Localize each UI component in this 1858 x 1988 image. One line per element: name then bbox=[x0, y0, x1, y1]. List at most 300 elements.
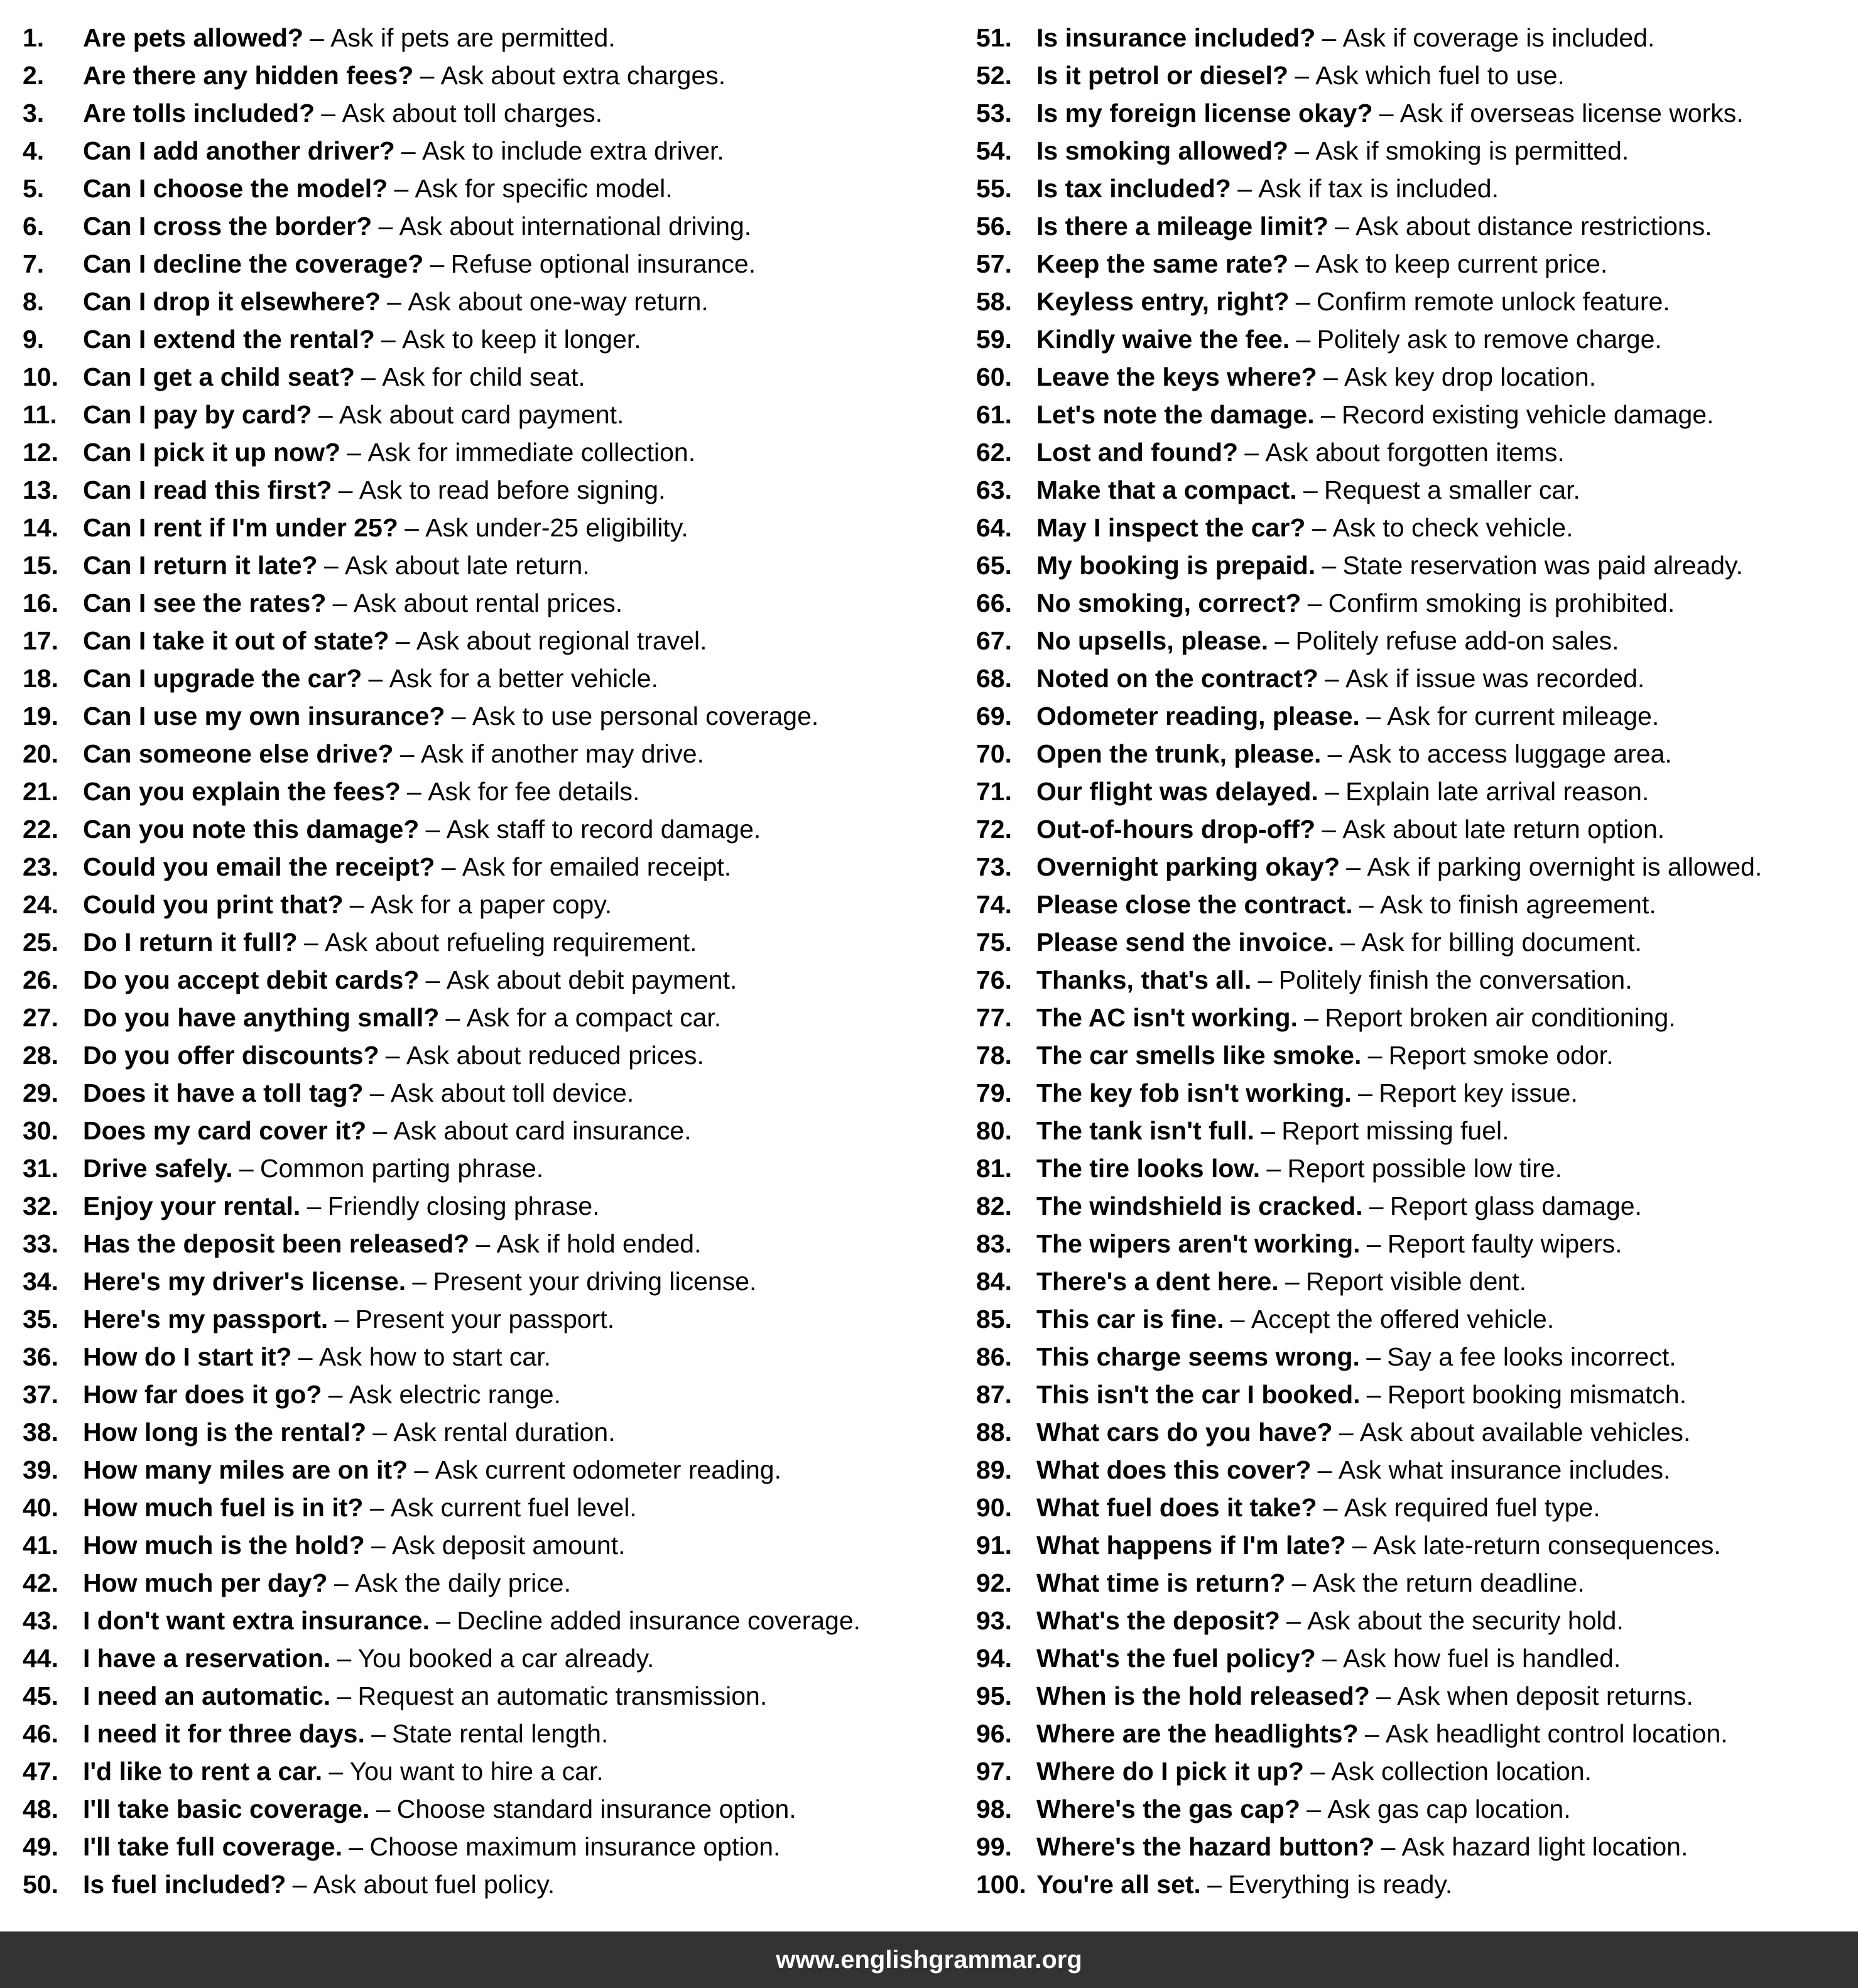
item-separator: – bbox=[1346, 852, 1361, 881]
item-separator: – bbox=[1324, 664, 1339, 693]
item-separator: – bbox=[303, 928, 318, 957]
list-item bbox=[976, 1752, 1855, 1790]
item-number: 89. bbox=[976, 1455, 1012, 1484]
item-phrase: Please close the contract. bbox=[1036, 890, 1353, 919]
item-phrase: How much per day? bbox=[83, 1568, 328, 1597]
item-separator: – bbox=[1367, 1041, 1383, 1070]
item-separator: – bbox=[1327, 739, 1342, 768]
item-number: 53. bbox=[976, 99, 1012, 128]
item-phrase: Keep the same rate? bbox=[1036, 249, 1289, 278]
item-phrase: This car is fine. bbox=[1036, 1305, 1224, 1333]
item-separator: – bbox=[394, 174, 409, 203]
item-number: 90. bbox=[976, 1493, 1012, 1522]
item-separator: – bbox=[451, 702, 466, 731]
item-phrase: Where's the hazard button? bbox=[1036, 1832, 1375, 1861]
item-description: Ask if parking overnight is allowed. bbox=[1367, 852, 1763, 881]
item-separator: – bbox=[239, 1154, 254, 1183]
item-phrase: I need it for three days. bbox=[83, 1719, 365, 1748]
item-separator: – bbox=[292, 1870, 307, 1899]
item-description: Ask about extra charges. bbox=[440, 61, 726, 90]
list-item bbox=[976, 132, 1855, 170]
phrase-list-right-column bbox=[976, 19, 1855, 1903]
item-number: 5. bbox=[23, 174, 45, 203]
item-number: 12. bbox=[23, 438, 58, 467]
list-item bbox=[976, 1526, 1855, 1564]
item-description: Ask for a paper copy. bbox=[370, 890, 612, 919]
item-number: 75. bbox=[976, 928, 1012, 957]
item-description: You booked a car already. bbox=[357, 1644, 655, 1673]
item-description: Friendly closing phrase. bbox=[327, 1192, 600, 1220]
item-phrase: Can I extend the rental? bbox=[83, 325, 375, 354]
item-separator: – bbox=[405, 513, 419, 542]
item-phrase: No smoking, correct? bbox=[1036, 589, 1301, 617]
item-phrase: Enjoy your rental. bbox=[83, 1192, 301, 1220]
item-description: Ask the return deadline. bbox=[1312, 1568, 1585, 1597]
list-item bbox=[23, 848, 952, 886]
item-phrase: Kindly waive the fee. bbox=[1036, 325, 1290, 354]
item-phrase: Has the deposit been released? bbox=[83, 1229, 470, 1258]
item-phrase: Can I pay by card? bbox=[83, 400, 312, 429]
list-item bbox=[23, 1036, 952, 1074]
item-description: You want to hire a car. bbox=[349, 1757, 604, 1786]
list-item bbox=[976, 1300, 1855, 1338]
item-number: 16. bbox=[23, 589, 58, 617]
item-number: 9. bbox=[23, 325, 45, 354]
item-phrase: This charge seems wrong. bbox=[1036, 1342, 1360, 1371]
item-number: 91. bbox=[976, 1531, 1012, 1560]
item-number: 83. bbox=[976, 1229, 1012, 1258]
list-item bbox=[976, 1639, 1855, 1677]
list-item bbox=[23, 1074, 952, 1112]
item-description: Ask required fuel type. bbox=[1344, 1493, 1600, 1522]
item-separator: – bbox=[385, 1041, 400, 1070]
list-item bbox=[23, 245, 952, 283]
item-description: Ask electric range. bbox=[349, 1380, 561, 1409]
item-separator: – bbox=[332, 589, 347, 617]
item-number: 33. bbox=[23, 1229, 58, 1258]
item-separator: – bbox=[1339, 1418, 1354, 1447]
item-number: 97. bbox=[976, 1757, 1012, 1786]
item-separator: – bbox=[334, 1568, 349, 1597]
item-phrase: How much is the hold? bbox=[83, 1531, 365, 1560]
item-description: Ask if overseas license works. bbox=[1399, 99, 1744, 128]
list-item bbox=[23, 509, 952, 546]
item-description: Ask about late return. bbox=[344, 551, 590, 580]
item-description: Ask about reduced prices. bbox=[406, 1041, 704, 1070]
list-item bbox=[976, 999, 1855, 1036]
list-item bbox=[976, 584, 1855, 622]
list-item bbox=[23, 1715, 952, 1752]
item-phrase: What happens if I'm late? bbox=[1036, 1531, 1346, 1560]
item-description: Ask for child seat. bbox=[382, 362, 585, 391]
item-description: Everything is ready. bbox=[1228, 1870, 1453, 1899]
item-phrase: What time is return? bbox=[1036, 1568, 1286, 1597]
item-description: Ask about regional travel. bbox=[416, 626, 707, 655]
item-phrase: Can I choose the model? bbox=[83, 174, 388, 203]
item-separator: – bbox=[1323, 1493, 1338, 1522]
item-description: Ask about forgotten items. bbox=[1265, 438, 1565, 467]
item-phrase: No upsells, please. bbox=[1036, 626, 1269, 655]
item-number: 41. bbox=[23, 1531, 58, 1560]
item-number: 66. bbox=[976, 589, 1012, 617]
item-phrase: Do you accept debit cards? bbox=[83, 965, 420, 994]
list-item bbox=[23, 923, 952, 961]
list-item bbox=[976, 848, 1855, 886]
list-item bbox=[23, 320, 952, 358]
item-separator: – bbox=[1325, 777, 1339, 806]
item-description: Ask about one-way return. bbox=[408, 287, 709, 316]
item-phrase: Noted on the contract? bbox=[1036, 664, 1318, 693]
list-item bbox=[23, 1489, 952, 1526]
item-number: 10. bbox=[23, 362, 58, 391]
item-separator: – bbox=[1291, 1568, 1307, 1597]
item-separator: – bbox=[1286, 1606, 1301, 1635]
item-phrase: The windshield is cracked. bbox=[1036, 1192, 1363, 1220]
item-phrase: How long is the rental? bbox=[83, 1418, 367, 1447]
item-phrase: Can someone else drive? bbox=[83, 739, 394, 768]
item-description: Ask about refueling requirement. bbox=[324, 928, 697, 957]
item-description: Ask headlight control location. bbox=[1385, 1719, 1728, 1748]
item-separator: – bbox=[1320, 400, 1335, 429]
list-item bbox=[976, 283, 1855, 320]
item-number: 74. bbox=[976, 890, 1012, 919]
item-number: 31. bbox=[23, 1154, 58, 1183]
list-item bbox=[976, 660, 1855, 697]
item-phrase: Does it have a toll tag? bbox=[83, 1078, 364, 1107]
item-phrase: Is it petrol or diesel? bbox=[1036, 61, 1288, 90]
list-item bbox=[976, 735, 1855, 773]
item-number: 22. bbox=[23, 815, 58, 844]
item-phrase: This isn't the car I booked. bbox=[1036, 1380, 1361, 1409]
item-phrase: There's a dent here. bbox=[1036, 1267, 1279, 1296]
item-separator: – bbox=[441, 852, 456, 881]
item-phrase: The tire looks low. bbox=[1036, 1154, 1261, 1183]
item-number: 37. bbox=[23, 1380, 58, 1409]
item-separator: – bbox=[1358, 1078, 1372, 1107]
item-number: 38. bbox=[23, 1418, 58, 1447]
item-number: 28. bbox=[23, 1041, 58, 1070]
item-number: 14. bbox=[23, 513, 58, 542]
item-description: Ask for fee details. bbox=[428, 777, 640, 806]
list-item bbox=[23, 207, 952, 245]
item-separator: – bbox=[318, 400, 333, 429]
item-number: 36. bbox=[23, 1342, 58, 1371]
item-separator: – bbox=[329, 1757, 344, 1786]
list-item bbox=[976, 1602, 1855, 1639]
item-separator: – bbox=[1261, 1116, 1275, 1145]
item-number: 24. bbox=[23, 890, 58, 919]
list-item bbox=[976, 509, 1855, 546]
item-description: Choose standard insurance option. bbox=[396, 1795, 796, 1823]
list-item bbox=[23, 1187, 952, 1225]
list-item bbox=[23, 358, 952, 396]
item-number: 23. bbox=[23, 852, 58, 881]
item-number: 15. bbox=[23, 551, 58, 580]
item-number: 61. bbox=[976, 400, 1012, 429]
item-number: 80. bbox=[976, 1116, 1012, 1145]
item-separator: – bbox=[425, 815, 440, 844]
item-phrase: Where do I pick it up? bbox=[1036, 1757, 1304, 1786]
item-number: 43. bbox=[23, 1606, 58, 1635]
item-number: 8. bbox=[23, 287, 45, 316]
list-item bbox=[23, 735, 952, 773]
item-separator: – bbox=[337, 1681, 352, 1710]
item-phrase: Are tolls included? bbox=[83, 99, 315, 128]
list-item bbox=[23, 999, 952, 1036]
list-item bbox=[976, 1149, 1855, 1187]
list-item bbox=[23, 1639, 952, 1677]
item-number: 50. bbox=[23, 1870, 58, 1899]
item-separator: – bbox=[395, 626, 410, 655]
item-separator: – bbox=[1381, 1832, 1396, 1861]
item-description: Ask the daily price. bbox=[354, 1568, 571, 1597]
item-separator: – bbox=[420, 61, 435, 90]
item-separator: – bbox=[338, 475, 353, 504]
item-phrase: Can I use my own insurance? bbox=[83, 702, 445, 731]
list-item bbox=[23, 697, 952, 735]
item-description: Ask about toll device. bbox=[390, 1078, 634, 1107]
item-description: State rental length. bbox=[392, 1719, 609, 1748]
item-phrase: Can you explain the fees? bbox=[83, 777, 401, 806]
item-phrase: Can I return it late? bbox=[83, 551, 318, 580]
item-separator: – bbox=[399, 739, 415, 768]
item-separator: – bbox=[1379, 99, 1394, 128]
item-description: Report smoke odor. bbox=[1388, 1041, 1614, 1070]
item-description: Ask about distance restrictions. bbox=[1355, 212, 1712, 241]
item-separator: – bbox=[349, 1832, 364, 1861]
item-phrase: Keyless entry, right? bbox=[1036, 287, 1290, 316]
list-item bbox=[976, 94, 1855, 132]
item-separator: – bbox=[347, 438, 362, 467]
item-separator: – bbox=[1335, 212, 1349, 241]
item-description: Ask under-25 eligibility. bbox=[425, 513, 688, 542]
item-separator: – bbox=[1323, 362, 1338, 391]
footer-bar bbox=[0, 1931, 1858, 1988]
item-number: 13. bbox=[23, 475, 58, 504]
item-phrase: What's the fuel policy? bbox=[1036, 1644, 1316, 1673]
item-phrase: Can I take it out of state? bbox=[83, 626, 389, 655]
item-phrase: Can I read this first? bbox=[83, 475, 332, 504]
phrase-list-left-column bbox=[23, 19, 952, 1903]
item-description: Confirm smoking is prohibited. bbox=[1328, 589, 1675, 617]
item-phrase: Is my foreign license okay? bbox=[1036, 99, 1373, 128]
list-item bbox=[976, 396, 1855, 433]
item-phrase: Could you email the receipt? bbox=[83, 852, 435, 881]
item-description: Ask about late return option. bbox=[1342, 815, 1665, 844]
item-description: Ask about available vehicles. bbox=[1359, 1418, 1691, 1447]
item-phrase: Can I decline the coverage? bbox=[83, 249, 424, 278]
item-description: Present your passport. bbox=[355, 1305, 615, 1333]
list-item bbox=[23, 1300, 952, 1338]
item-number: 19. bbox=[23, 702, 58, 731]
item-description: Ask deposit amount. bbox=[392, 1531, 626, 1560]
item-number: 86. bbox=[976, 1342, 1012, 1371]
list-item bbox=[976, 546, 1855, 584]
item-number: 64. bbox=[976, 513, 1012, 542]
item-description: Record existing vehicle damage. bbox=[1341, 400, 1714, 429]
item-separator: – bbox=[412, 1267, 427, 1296]
item-phrase: Are there any hidden fees? bbox=[83, 61, 414, 90]
item-description: Ask to access luggage area. bbox=[1348, 739, 1672, 768]
item-phrase: Thanks, that's all. bbox=[1036, 965, 1252, 994]
item-separator: – bbox=[378, 212, 393, 241]
item-number: 88. bbox=[976, 1418, 1012, 1447]
item-separator: – bbox=[1340, 928, 1355, 957]
item-separator: – bbox=[1207, 1870, 1222, 1899]
item-number: 6. bbox=[23, 212, 45, 241]
item-description: Ask if issue was recorded. bbox=[1345, 664, 1645, 693]
item-number: 77. bbox=[976, 1003, 1012, 1032]
item-separator: – bbox=[387, 287, 401, 316]
item-separator: – bbox=[1322, 23, 1337, 52]
list-item bbox=[976, 622, 1855, 660]
list-item bbox=[23, 471, 952, 509]
list-item bbox=[23, 1376, 952, 1413]
item-phrase: Can I pick it up now? bbox=[83, 438, 340, 467]
item-phrase: The car smells like smoke. bbox=[1036, 1041, 1362, 1070]
item-description: Ask to keep it longer. bbox=[402, 325, 641, 354]
item-description: Choose maximum insurance option. bbox=[369, 1832, 781, 1861]
list-item bbox=[976, 1225, 1855, 1263]
item-separator: – bbox=[401, 136, 416, 165]
item-phrase: How many miles are on it? bbox=[83, 1455, 408, 1484]
item-separator: – bbox=[1230, 1305, 1245, 1333]
item-number: 29. bbox=[23, 1078, 58, 1107]
item-number: 93. bbox=[976, 1606, 1012, 1635]
item-separator: – bbox=[436, 1606, 451, 1635]
item-separator: – bbox=[1364, 1719, 1379, 1748]
list-item bbox=[23, 1263, 952, 1300]
item-description: Politely finish the conversation. bbox=[1278, 965, 1633, 994]
item-number: 39. bbox=[23, 1455, 58, 1484]
item-phrase: My booking is prepaid. bbox=[1036, 551, 1316, 580]
item-phrase: The tank isn't full. bbox=[1036, 1116, 1254, 1145]
item-separator: – bbox=[307, 1192, 322, 1220]
list-item bbox=[23, 773, 952, 810]
item-phrase: Where's the gas cap? bbox=[1036, 1795, 1300, 1823]
item-separator: – bbox=[1310, 1757, 1325, 1786]
item-number: 76. bbox=[976, 965, 1012, 994]
item-phrase: Leave the keys where? bbox=[1036, 362, 1317, 391]
item-number: 57. bbox=[976, 249, 1012, 278]
item-description: Ask for current mileage. bbox=[1387, 702, 1660, 731]
item-description: Accept the offered vehicle. bbox=[1251, 1305, 1555, 1333]
item-phrase: Let's note the damage. bbox=[1036, 400, 1315, 429]
item-number: 71. bbox=[976, 777, 1012, 806]
item-separator: – bbox=[323, 551, 339, 580]
item-description: Ask for a better vehicle. bbox=[389, 664, 658, 693]
list-item bbox=[976, 1828, 1855, 1866]
list-item bbox=[23, 546, 952, 584]
item-number: 67. bbox=[976, 626, 1012, 655]
item-separator: – bbox=[1322, 551, 1337, 580]
item-separator: – bbox=[1304, 1003, 1319, 1032]
item-number: 82. bbox=[976, 1192, 1012, 1220]
list-item bbox=[23, 283, 952, 320]
item-number: 48. bbox=[23, 1795, 58, 1823]
item-separator: – bbox=[372, 1116, 388, 1145]
list-item bbox=[976, 433, 1855, 471]
item-phrase: Can I get a child seat? bbox=[83, 362, 355, 391]
list-item bbox=[23, 660, 952, 697]
item-separator: – bbox=[1296, 325, 1311, 354]
item-number: 42. bbox=[23, 1568, 58, 1597]
item-number: 40. bbox=[23, 1493, 58, 1522]
list-item bbox=[976, 961, 1855, 999]
item-separator: – bbox=[1258, 965, 1273, 994]
item-phrase: Is insurance included? bbox=[1036, 23, 1316, 52]
item-description: Ask to use personal coverage. bbox=[472, 702, 819, 731]
item-description: Ask for immediate collection. bbox=[367, 438, 696, 467]
item-description: Request an automatic transmission. bbox=[357, 1681, 768, 1710]
list-item bbox=[23, 1564, 952, 1602]
item-description: Ask about debit payment. bbox=[446, 965, 737, 994]
item-phrase: The AC isn't working. bbox=[1036, 1003, 1298, 1032]
item-separator: – bbox=[337, 1644, 352, 1673]
list-item bbox=[976, 923, 1855, 961]
item-description: Report booking mismatch. bbox=[1387, 1380, 1687, 1409]
item-separator: – bbox=[1295, 136, 1310, 165]
item-phrase: When is the hold released? bbox=[1036, 1681, 1370, 1710]
item-description: Ask about the security hold. bbox=[1307, 1606, 1624, 1635]
item-description: Report missing fuel. bbox=[1281, 1116, 1509, 1145]
list-item bbox=[23, 132, 952, 170]
item-number: 17. bbox=[23, 626, 58, 655]
item-number: 60. bbox=[976, 362, 1012, 391]
item-separator: – bbox=[414, 1455, 429, 1484]
item-description: Ask to read before signing. bbox=[359, 475, 666, 504]
item-description: Report faulty wipers. bbox=[1387, 1229, 1622, 1258]
item-description: Ask about international driving. bbox=[399, 212, 752, 241]
item-phrase: Do you have anything small? bbox=[83, 1003, 440, 1032]
item-phrase: I don't want extra insurance. bbox=[83, 1606, 430, 1635]
list-item bbox=[23, 886, 952, 923]
list-item bbox=[23, 1790, 952, 1828]
item-description: Explain late arrival reason. bbox=[1345, 777, 1649, 806]
footer-website-text: www.englishgrammar.org bbox=[776, 1945, 1082, 1974]
item-phrase: What does this cover? bbox=[1036, 1455, 1312, 1484]
item-number: 65. bbox=[976, 551, 1012, 580]
item-separator: – bbox=[1295, 61, 1310, 90]
item-separator: – bbox=[1369, 1192, 1384, 1220]
item-description: Ask for billing document. bbox=[1361, 928, 1642, 957]
item-phrase: Drive safely. bbox=[83, 1154, 233, 1183]
item-number: 68. bbox=[976, 664, 1012, 693]
item-number: 25. bbox=[23, 928, 58, 957]
item-number: 100. bbox=[976, 1870, 1026, 1899]
list-item bbox=[23, 584, 952, 622]
list-item bbox=[976, 1866, 1855, 1903]
item-phrase: How far does it go? bbox=[83, 1380, 322, 1409]
item-separator: – bbox=[328, 1380, 343, 1409]
item-description: Decline added insurance coverage. bbox=[457, 1606, 861, 1635]
list-item bbox=[23, 433, 952, 471]
item-phrase: The key fob isn't working. bbox=[1036, 1078, 1352, 1107]
item-description: Ask about card payment. bbox=[339, 400, 624, 429]
item-number: 34. bbox=[23, 1267, 58, 1296]
item-separator: – bbox=[445, 1003, 460, 1032]
item-number: 27. bbox=[23, 1003, 58, 1032]
item-number: 96. bbox=[976, 1719, 1012, 1748]
list-item bbox=[976, 1338, 1855, 1376]
list-item bbox=[976, 1564, 1855, 1602]
item-description: State reservation was paid already. bbox=[1342, 551, 1743, 580]
item-number: 62. bbox=[976, 438, 1012, 467]
item-description: Report possible low tire. bbox=[1287, 1154, 1562, 1183]
item-number: 70. bbox=[976, 739, 1012, 768]
list-item bbox=[23, 1112, 952, 1149]
item-phrase: Out-of-hours drop-off? bbox=[1036, 815, 1316, 844]
